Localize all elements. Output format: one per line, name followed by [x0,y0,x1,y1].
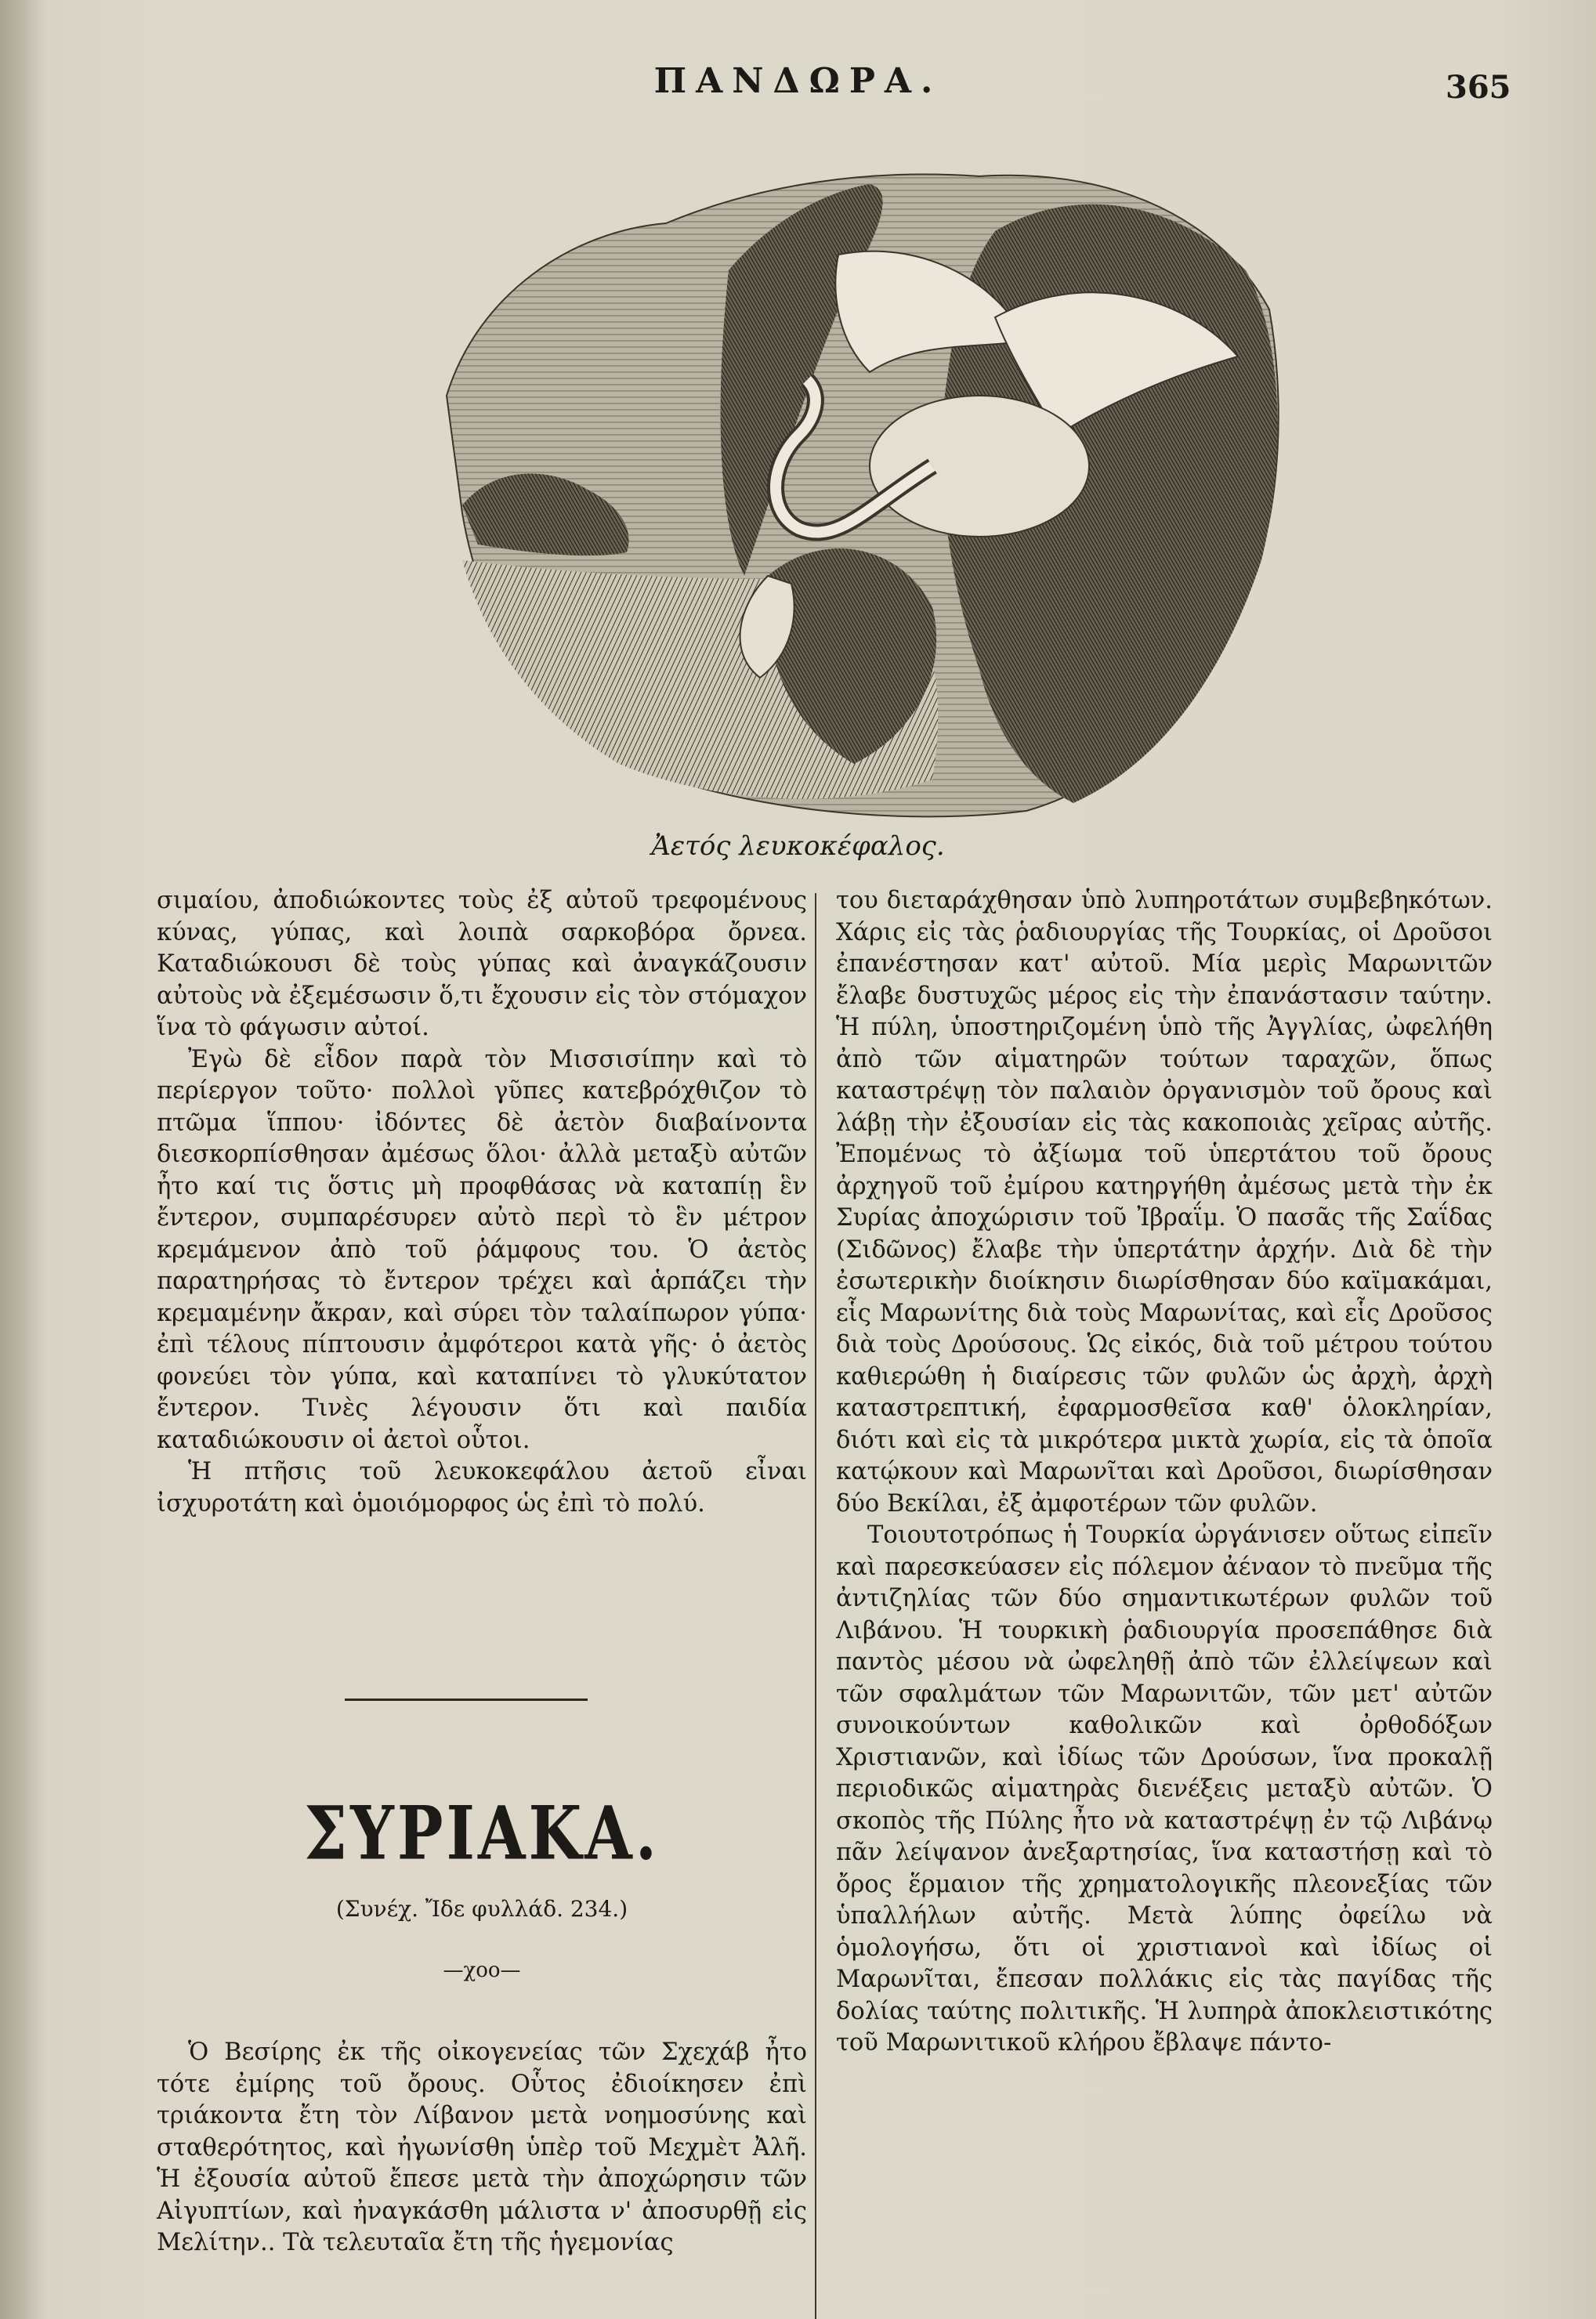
section-subtitle: (Συνέχ. Ἴδε φυλλάδ. 234.) [335,1896,628,1922]
figure-caption: Ἀετός λευκοκέφαλος. [651,830,945,862]
right-paragraph-2: Τοιουτοτρόπως ἡ Τουρκία ὠργάνισεν οὕτως εἰπεῖν καὶ παρεσκεύασεν εἰς πόλεμον ἀέναον τὸ πνεῦμα τῆς ἀντιζηλίας τῶν δύο σημαντικωτέρων φυλῶν τοῦ Λιβάνου. Ἡ τουρκικὴ ῥαδιουργία προσεπάθησε διὰ παντὸς μέσου νὰ ὠφεληθῇ ἀπὸ τῶν ἐλλείψεων καὶ τῶν σφαλμάτων τῶν Μαρωνιτῶν, τῶν μετ' αὐτῶν συνοικούντων καθολικῶν καὶ ὀρθοδόξων Χριστιανῶν, καὶ ἰδίως τῶν Δρούσων, ἵνα προκαλῇ περιοδικῶς αἱματηρὰς διενέξεις μεταξὺ αὐτῶν. Ὁ σκοπὸς τῆς Πύλης ἦτο νὰ καταστρέψῃ ἐν τῷ Λιβάνῳ πᾶν λείψανον ἀνεξαρτησίας, ἵνα καταστήσῃ καὶ τὸ ὄρος ἕρμαιον τῆς χρηματολογικῆς πλεονεξίας τῶν ὑπαλλήλων αὐτῆς. Μετὰ λύπης ὀφείλω νὰ ὁμολογήσω, ὅτι οἱ χριστιανοὶ καὶ ἰδίως οἱ Μαρωνῖται, ἔπεσαν πολλάκις εἰς τὰς παγίδας τῆς δολίας ταύτης πολιτικῆς. Ἡ λυπηρὰ ἀποκλειστικότης τοῦ Μαρωνιτικοῦ κλήρου ἔβλαψε πάντο- [836,1521,1493,2057]
binding-shadow [0,0,47,2319]
right-column [836,885,1493,2060]
page-number: 365 [1446,69,1511,106]
section-paragraph-1: Ὁ Βεσίρης ἐκ τῆς οἰκογενείας τῶν Σχεχάβ ἦτο τότε ἐμίρης τοῦ ὄρους. Οὗτος ἐδιοίκησεν ἐπὶ τριάκοντα ἔτη τὸν Λίβανον μετὰ νοημοσύνης καὶ σταθερότητος, καὶ ἠγωνίσθη ὑπὲρ τοῦ Μεχμὲτ Ἀλῆ. Ἡ ἐξουσία αὐτοῦ ἔπεσε μετὰ τὴν ἀποχώρησιν τῶν Αἰγυπτίων, καὶ ἠναγκάσθη μάλιστα ν' ἀποσυρθῇ εἰς Μελίτην.. Τὰ τελευταῖα ἔτη τῆς ἡγεμονίας [157,2039,807,2256]
left-paragraph-3: Ἡ πτῆσις τοῦ λευκοκεφάλου ἀετοῦ εἶναι ἰσχυροτάτη καὶ ὁμοιόμορφος ὡς ἐπὶ τὸ πολύ. [157,1458,807,1518]
right-paragraph-1: του διεταράχθησαν ὑπὸ λυπηροτάτων συμβεβηκότων. Χάρις εἰς τὰς ῥαδιουργίας τῆς Τουρκίας, οἱ Δροῦσοι ἐπανέστησαν κατ' αὐτοῦ. Μία μερὶς Μαρωνιτῶν ἔλαβε δυστυχῶς μέρος εἰς τὴν ἐπανάστασιν ταύτην. Ἡ πύλη, ὑποστηριζομένη ὑπὸ τῆς Ἀγγλίας, ὠφελήθη ἀπὸ τῶν αἱματηρῶν τούτων ταραχῶν, ὅπως καταστρέψῃ τὸν παλαιὸν ὀργανισμὸν τοῦ ὄρους καὶ λάβῃ τὴν ἐξουσίαν εἰς τὰς κακοποιὰς χεῖρας αὐτῆς. Ἐπομένως τὸ ἀξίωμα τοῦ ὑπερτάτου τοῦ ὄρους ἀρχηγοῦ τοῦ ἐμίρου κατηργήθη ἀμέσως μετὰ τὴν ἐκ Συρίας ἀποχώρισιν τοῦ Ἰβραΐμ. Ὁ πασᾶς τῆς Σαΐδας (Σιδῶνος) ἔλαβε τὴν ὑπερτάτην ἀρχήν. Διὰ δὲ τὴν ἐσωτερικὴν διοίκησιν διωρίσθησαν δύο καϊμακάμαι, εἷς Μαρωνίτης διὰ τοὺς Μαρωνίτας, καὶ εἷς Δροῦσος διὰ τοὺς Δρούσους. Ὡς εἰκός, διὰ τοῦ μέτρου τούτου καθιερώθη ἡ διαίρεσις τῶν φυλῶν ὡς ἀρχὴ, ἀρχὴ καταστρεπτική, ἐφαρμοσθεῖσα καθ' ὁλοκληρίαν, διότι καὶ εἰς τὰ μικρότερα μικτὰ χωρία, εἰς τὰ ὁποῖα κατῴκουν καὶ Μαρωνῖται καὶ Δροῦσοι, διωρίσθησαν δύο Βεκίλαι, ἐξ ἀμφοτέρων τῶν φυλῶν. [836,887,1493,1518]
section-ornament: —χοο— [443,1959,521,1982]
left-paragraph-2: Ἐγὼ δὲ εἶδον παρὰ τὸν Μισσισίπην καὶ τὸ περίεργον τοῦτο· πολλοὶ γῦπες κατεβρόχθιζον τὸ πτῶμα ἵππου· ἰδόντες δὲ ἀετὸν διαβαίνοντα διεσκορπίσθησαν ἀμέσως ὅλοι· ἀλλὰ μεταξὺ αὐτῶν ἦτο καί τις ὅστις μὴ προφθάσας νὰ καταπίῃ ἓν ἔντερον, συμπαρέσυρεν αὐτὸ περὶ τὸ ἓν μέτρον κρεμάμενον ἀπὸ τοῦ ῥάμφους του. Ὁ ἀετὸς παρατηρήσας τὸ ἔντερον τρέχει καὶ ἁρπάζει τὴν κρεμαμένην ἄκραν, καὶ σύρει τὸν ταλαίπωρον γύπα· ἐπὶ τέλους πίπτουσιν ἀμφότεροι κατὰ γῆς· ὁ ἀετὸς φονεύει τὸν γύπα, καὶ καταπίνει τὸ γλυκύτατον ἔντερον. Τινὲς λέγουσιν ὅτι καὶ παιδία καταδιώκουσιν οἱ ἀετοὶ οὗτοι. [157,1045,807,1454]
eagle-engraving [431,137,1293,827]
page-header-title: ΠΑΝΔΩΡΑ. [653,61,943,101]
section-separator-rule [345,1699,588,1701]
left-column [157,885,807,1520]
left-column-section-body [157,2037,807,2259]
left-paragraph-1: σιμαίου, ἀποδιώκοντες τοὺς ἐξ αὐτοῦ τρεφομένους κύνας, γύπας, καὶ λοιπὰ σαρκοβόρα ὄρνεα. Καταδιώκουσι δὲ τοὺς γύπας καὶ ἀναγκάζουσιν αὐτοὺς νὰ ἐξεμέσωσιν ὅ,τι ἔχουσιν εἰς τὸν στόμαχον ἵνα τὸ φάγωσιν αὐτοί. [157,887,807,1041]
section-title: ΣΥΡΙΑΚΑ. [304,1790,660,1877]
column-divider [815,893,816,2319]
